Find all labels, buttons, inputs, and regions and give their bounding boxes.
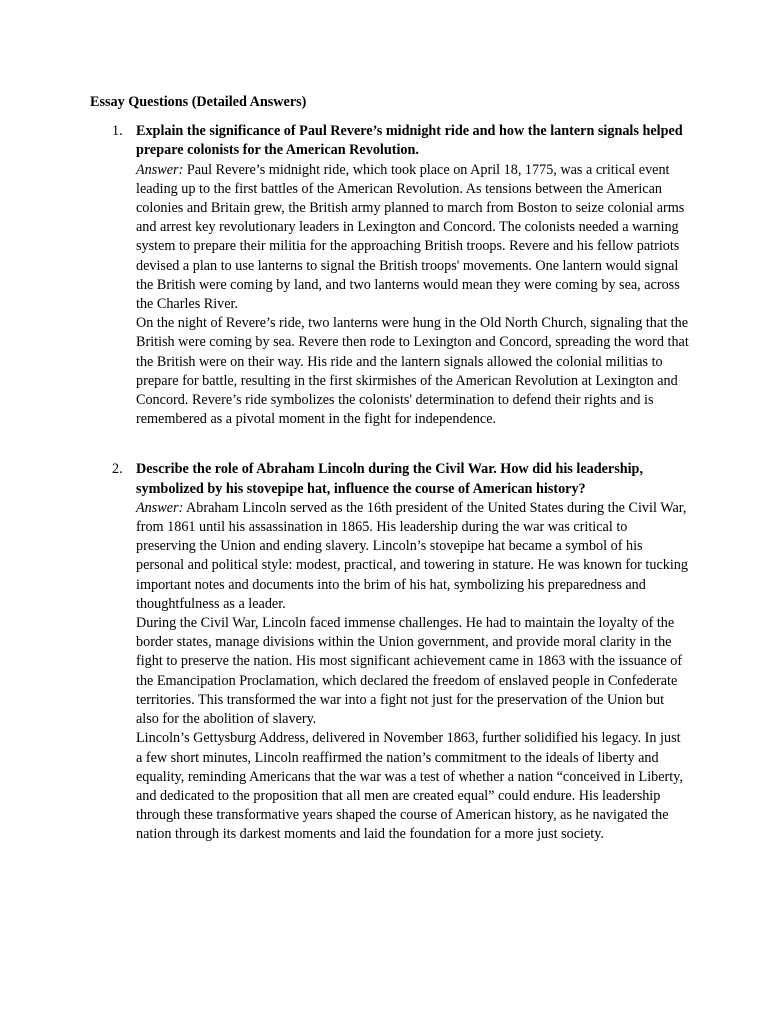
answer-label: Answer: (136, 161, 184, 178)
document-page (90, 93, 690, 845)
question-text: Explain the significance of Paul Revere’s midnight ride and how the lantern signals helped prepare colonists for the American Revolution. (136, 123, 683, 159)
answer-text: Paul Revere’s midnight ride, which took place on April 18, 1775, was a critical event leading up to the first battles of the American Revolution. As tensions between the American colonies and Britain grew, the British army planned to march from Boston to seize colonial arms and arrest key revolutionary leaders in Lexington and Concord. The colonists needed a warning system to prepare their militia for the approaching British troops. Revere and his fellow patriots devised a plan to use lanterns to signal the British troops' movements. One lantern would signal the British were coming by land, and two lanterns would mean they were coming by sea, across the Charles River. (136, 161, 685, 313)
question-number: 2. (112, 461, 123, 478)
answer-paragraph: During the Civil War, Lincoln faced immense challenges. He had to maintain the loyalty of the border states, manage divisions within the Union government, and provide moral clarity in the fight to preserve the nation. His most significant achievement came in 1863 with the issuance of the Emancipation Proclamation, which declared the freedom of enslaved people in Confederate territories. This transformed the war into a fight not just for the preservation of the Union but also for the abolition of slavery. (136, 615, 683, 728)
answer-label: Answer: (136, 499, 184, 516)
answer-paragraph: On the night of Revere’s ride, two lanterns were hung in the Old North Church, signaling that the British were coming by sea. Revere then rode to Lexington and Concord, spreading the word that the British were on their way. His ride and the lantern signals allowed the colonial militias to prepare for battle, resulting in the first skirmishes of the American Revolution at Lexington and Concord. Revere’s ride symbolizes the colonists' determination to defend their rights and is remembered as a pivotal moment in the fight for independence. (136, 315, 689, 428)
question-list (90, 122, 690, 844)
question-text: Describe the role of Abraham Lincoln during the Civil War. How did his leadership, symbolized by his stovepipe hat, influence the course of American history? (136, 461, 643, 497)
answer-text: Abraham Lincoln served as the 16th president of the United States during the Civil War, from 1861 until his assassination in 1865. His leadership during the war was critical to preserving the Union and ending slavery. Lincoln’s stovepipe hat became a symbol of his personal and political style: modest, practical, and towering in stature. He was known for tucking important notes and documents into the brim of his hat, symbolizing his preparedness and thoughtfulness as a leader. (136, 499, 688, 612)
answer-paragraph (136, 499, 690, 614)
answer-paragraph: Lincoln’s Gettysburg Address, delivered in November 1863, further solidified his legacy. In just a few short minutes, Lincoln reaffirmed the nation’s commitment to the ideals of liberty and equality, reminding Americans that the war was a test of whether a nation “conceived in Liberty, and dedicated to the proposition that all men are created equal” could endure. His leadership through these transformative years shaped the course of American history, as he navigated the nation through its darkest moments and laid the foundation for a more just society. (136, 730, 683, 843)
question-item-1 (90, 122, 690, 429)
answer-paragraph (136, 161, 690, 315)
section-heading: Essay Questions (Detailed Answers) (90, 94, 307, 110)
question-number: 1. (112, 123, 123, 140)
question-item-2 (90, 460, 690, 844)
